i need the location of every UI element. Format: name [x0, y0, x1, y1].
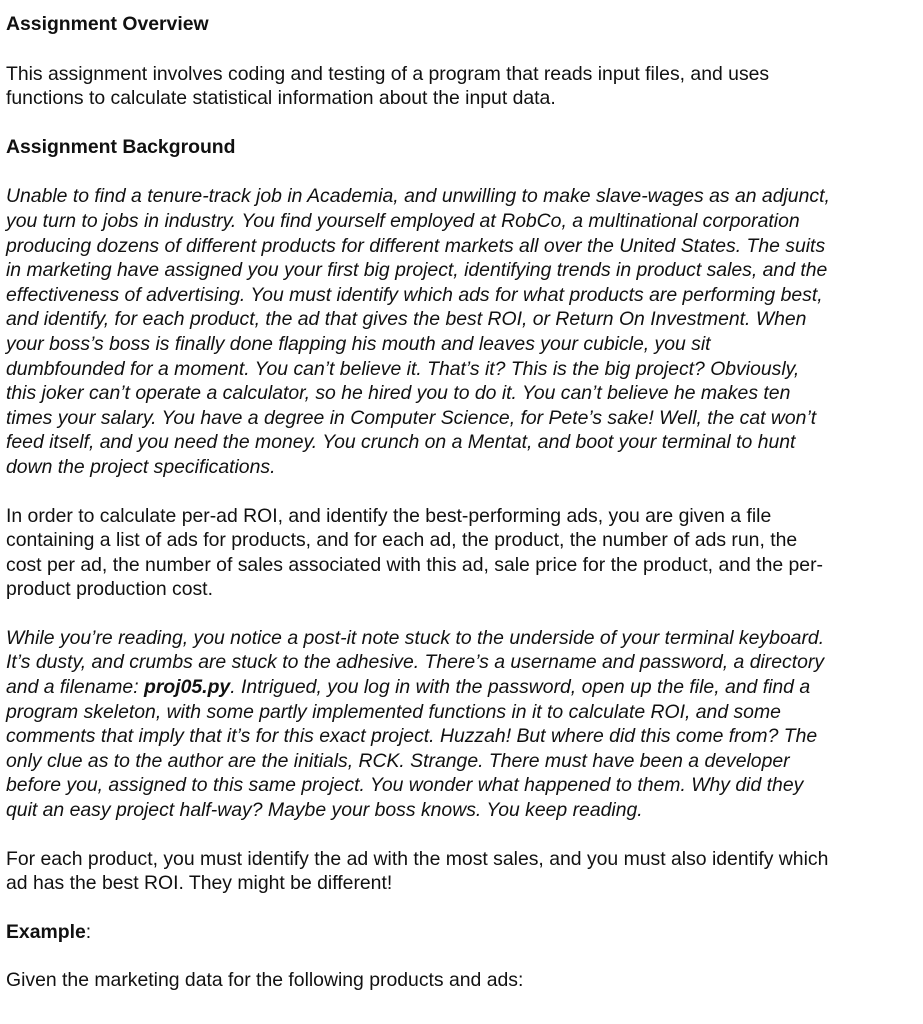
- postit-line: before you, assigned to this same project. You wonder what happened to them. Why did they: [6, 774, 804, 797]
- story-line: in marketing have assigned you your first big project, identifying trends in product sales, and the: [6, 259, 828, 282]
- overview-line: This assignment involves coding and testing of a program that reads input files, and uses: [6, 62, 770, 85]
- overview-heading: Assignment Overview: [6, 13, 209, 35]
- product-paragraph: [6, 847, 917, 896]
- postit-line-start: and a filename:: [6, 676, 144, 699]
- story-line: and identify, for each product, the ad that gives the best ROI, or Return On Investment. When: [6, 308, 807, 331]
- story-line: feed itself, and you need the money. You crunch on a Mentat, and boot your terminal to hunt: [6, 431, 796, 454]
- story-line: producing dozens of different products for different markets all over the United States. The suits: [6, 234, 826, 257]
- product-line: ad has the best ROI. They might be different!: [6, 872, 393, 895]
- story-line: your boss’s boss is finally done flapping his mouth and leaves your cubicle, you sit: [6, 332, 711, 355]
- story-paragraph: [6, 184, 917, 479]
- roi-paragraph: [6, 504, 917, 602]
- postit-line: quit an easy project half-way? Maybe your boss knows. You keep reading.: [6, 799, 643, 822]
- roi-line: In order to calculate per-ad ROI, and identify the best-performing ads, you are given a file: [6, 504, 772, 527]
- story-line: times your salary. You have a degree in Computer Science, for Pete’s sake! Well, the cat won’t: [6, 406, 817, 429]
- product-line: For each product, you must identify the ad with the most sales, and you must also identify which: [6, 847, 829, 870]
- background-heading: Assignment Background: [6, 135, 236, 158]
- postit-paragraph: [6, 626, 917, 823]
- story-line: this joker can’t operate a calculator, so he hired you to do it. You can’t believe he makes ten: [6, 382, 791, 405]
- story-line: effectiveness of advertising. You must identify which ads for what products are performing best,: [6, 283, 823, 306]
- filename-text: proj05.py: [143, 676, 231, 699]
- overview-paragraph: [6, 62, 917, 111]
- example-intro: Given the marketing data for the following products and ads:: [6, 969, 524, 992]
- roi-line: cost per ad, the number of sales associated with this ad, sale price for the product, and the per-: [6, 553, 824, 576]
- postit-line-end: . Intrigued, you log in with the password, open up the file, and find a: [230, 676, 811, 699]
- roi-line: containing a list of ads for products, and for each ad, the product, the number of ads run, the: [6, 529, 798, 552]
- story-line: dumbfounded for a moment. You can’t believe it. That’s it? This is the big project? Obviously,: [6, 357, 800, 380]
- postit-line: program skeleton, with some partly implemented functions in it to calculate ROI, and some: [6, 700, 781, 723]
- postit-line: [6, 675, 917, 700]
- story-line: down the project specifications.: [6, 455, 276, 478]
- postit-line: only clue as to the author are the initials, RCK. Strange. There must have been a developer: [6, 749, 790, 772]
- postit-line: While you’re reading, you notice a post-it note stuck to the underside of your terminal keyboard.: [6, 626, 825, 649]
- example-colon: :: [85, 920, 92, 943]
- overview-line: functions to calculate statistical information about the input data.: [6, 87, 556, 110]
- postit-line: comments that imply that it’s for this exact project. Huzzah! But where did this come from? The: [6, 725, 818, 748]
- example-label: Example: [6, 920, 86, 943]
- example-heading: [6, 920, 917, 945]
- postit-line: It’s dusty, and crumbs are stuck to the adhesive. There’s a username and password, a directory: [6, 651, 825, 674]
- roi-line: product production cost.: [6, 578, 213, 601]
- story-line: Unable to find a tenure-track job in Academia, and unwilling to make slave-wages as an adjunct,: [6, 185, 830, 208]
- story-line: you turn to jobs in industry. You find yourself employed at RobCo, a multinational corporation: [6, 209, 800, 232]
